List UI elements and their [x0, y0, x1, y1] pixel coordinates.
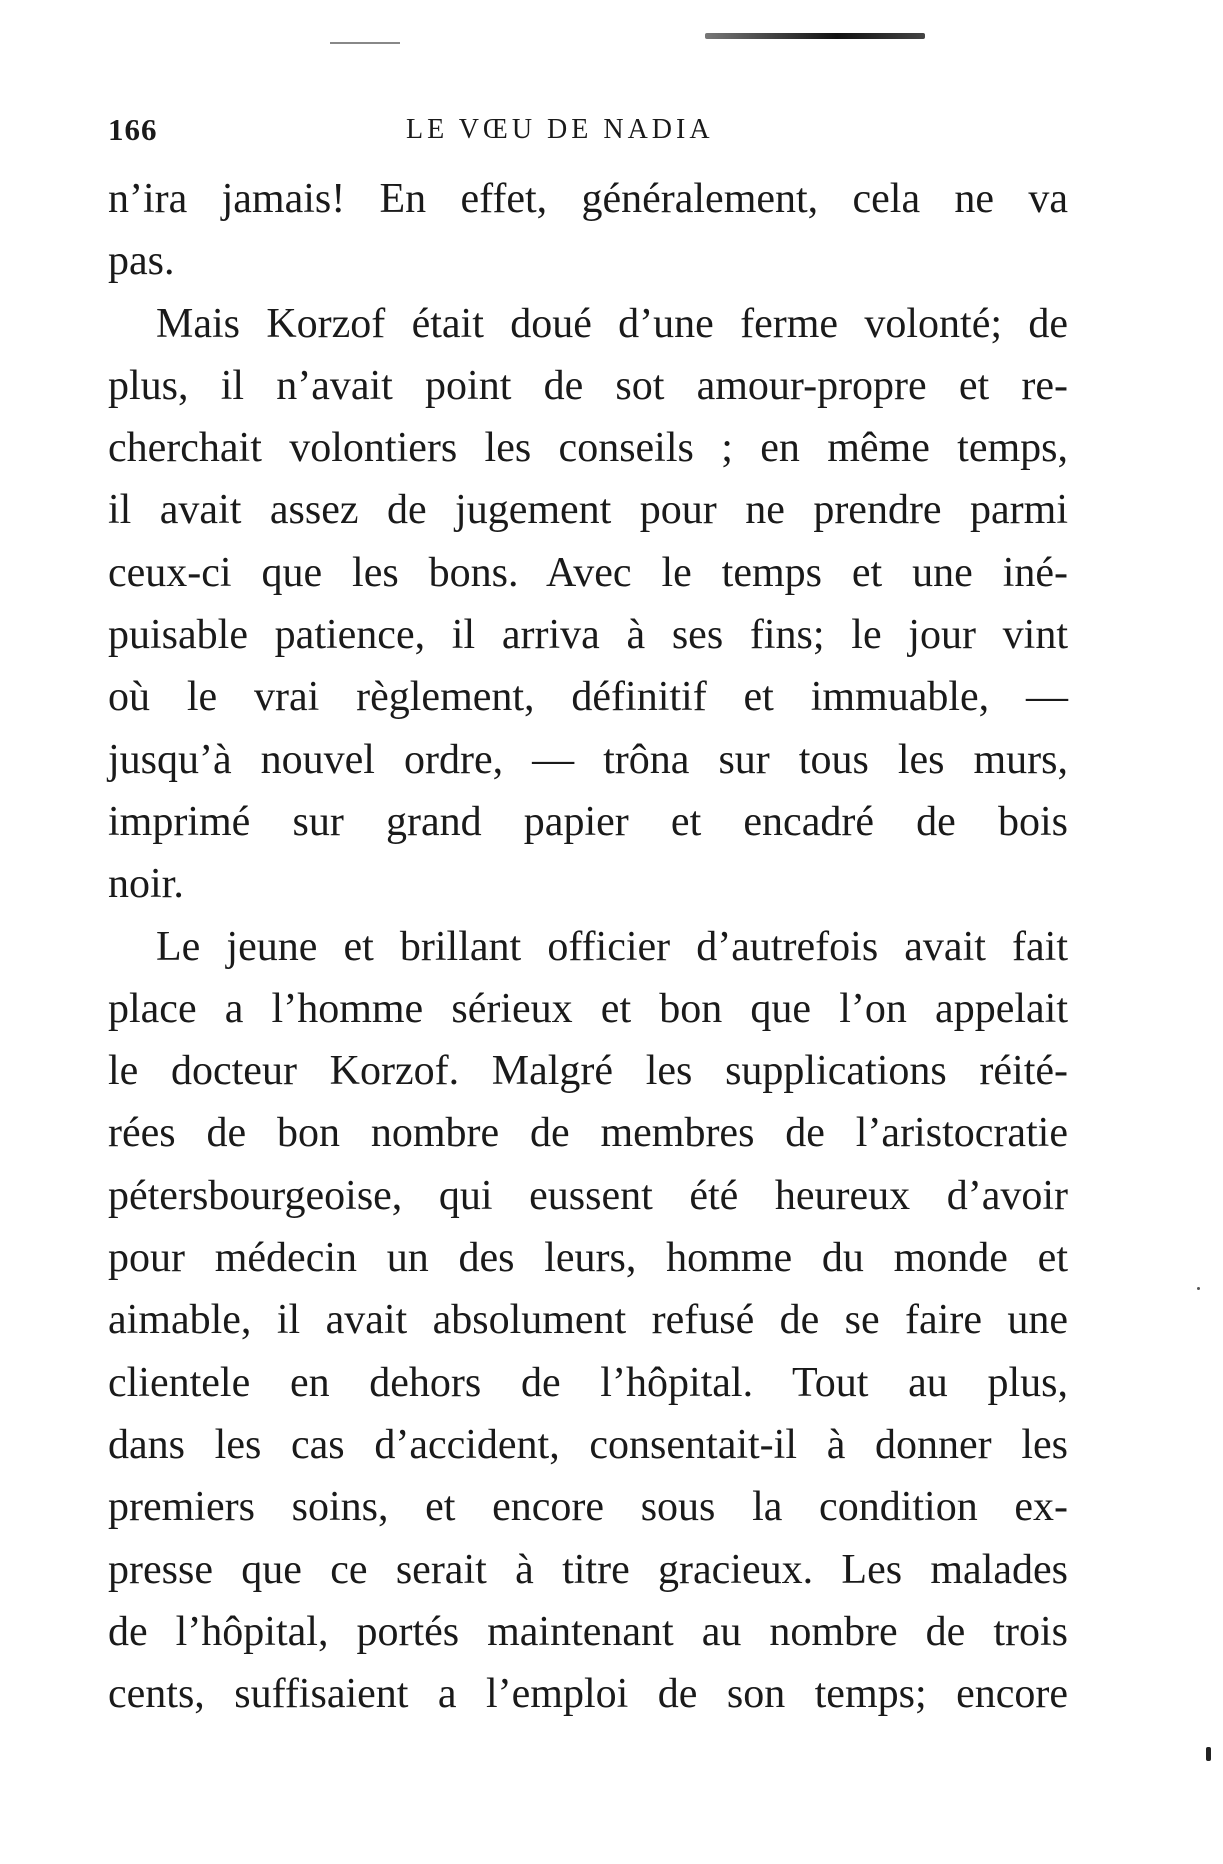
text-line: Mais Korzof était doué d’une ferme volonté; de — [156, 300, 1068, 347]
text-line: il avait assez de jugement pour ne prendre parmi — [108, 487, 1068, 534]
text-line: clientele en dehors de l’hôpital. Tout au plus, — [108, 1359, 1068, 1406]
text-line: rées de bon nombre de membres de l’aristocratie — [108, 1110, 1068, 1157]
text-line: dans les cas d’accident, consentait-il à donner les — [108, 1421, 1068, 1468]
text-line: où le vrai règlement, définitif et immuable, — — [108, 674, 1068, 721]
scan-artifact-top-left — [330, 42, 400, 44]
text-line: pétersbourgeoise, qui eussent été heureux d’avoir — [108, 1172, 1068, 1219]
scan-artifact-right-edge — [1206, 1747, 1211, 1761]
text-line: le docteur Korzof. Malgré les supplications réité- — [108, 1048, 1068, 1095]
text-line: cents, suffisaient a l’emploi de son temps; encore — [108, 1671, 1068, 1718]
text-line: cherchait volontiers les conseils ; en même temps, — [108, 425, 1068, 472]
text-line: puisable patience, il arriva à ses fins; le jour vint — [108, 612, 1068, 659]
text-line: aimable, il avait absolument refusé de se faire une — [108, 1297, 1068, 1344]
text-line: place a l’homme sérieux et bon que l’on appelait — [108, 985, 1068, 1032]
text-line: pas. — [108, 238, 175, 285]
text-line: de l’hôpital, portés maintenant au nombre de trois — [108, 1608, 1068, 1655]
scan-artifact-dot — [1197, 1287, 1200, 1290]
page-number: 166 — [108, 112, 158, 147]
text-line: noir. — [108, 861, 184, 908]
text-line: jusqu’à nouvel ordre, — trôna sur tous les murs, — [108, 736, 1068, 783]
text-line: presse que ce serait à titre gracieux. Les malades — [108, 1546, 1068, 1593]
page-header — [108, 112, 808, 148]
text-body — [108, 168, 1068, 1725]
text-line: pour médecin un des leurs, homme du monde et — [108, 1235, 1068, 1282]
running-title: LE VŒU DE NADIA — [406, 114, 714, 145]
text-line: ceux-ci que les bons. Avec le temps et une iné- — [108, 549, 1068, 596]
text-line: n’ira jamais! En effet, généralement, cela ne va — [108, 176, 1068, 222]
text-line: imprimé sur grand papier et encadré de bois — [108, 798, 1068, 845]
text-line: premiers soins, et encore sous la condition ex- — [108, 1484, 1068, 1531]
text-line: plus, il n’avait point de sot amour-propre et re- — [108, 362, 1068, 409]
scan-artifact-top-right — [705, 33, 925, 39]
text-line: Le jeune et brillant officier d’autrefois avait fait — [156, 923, 1068, 970]
